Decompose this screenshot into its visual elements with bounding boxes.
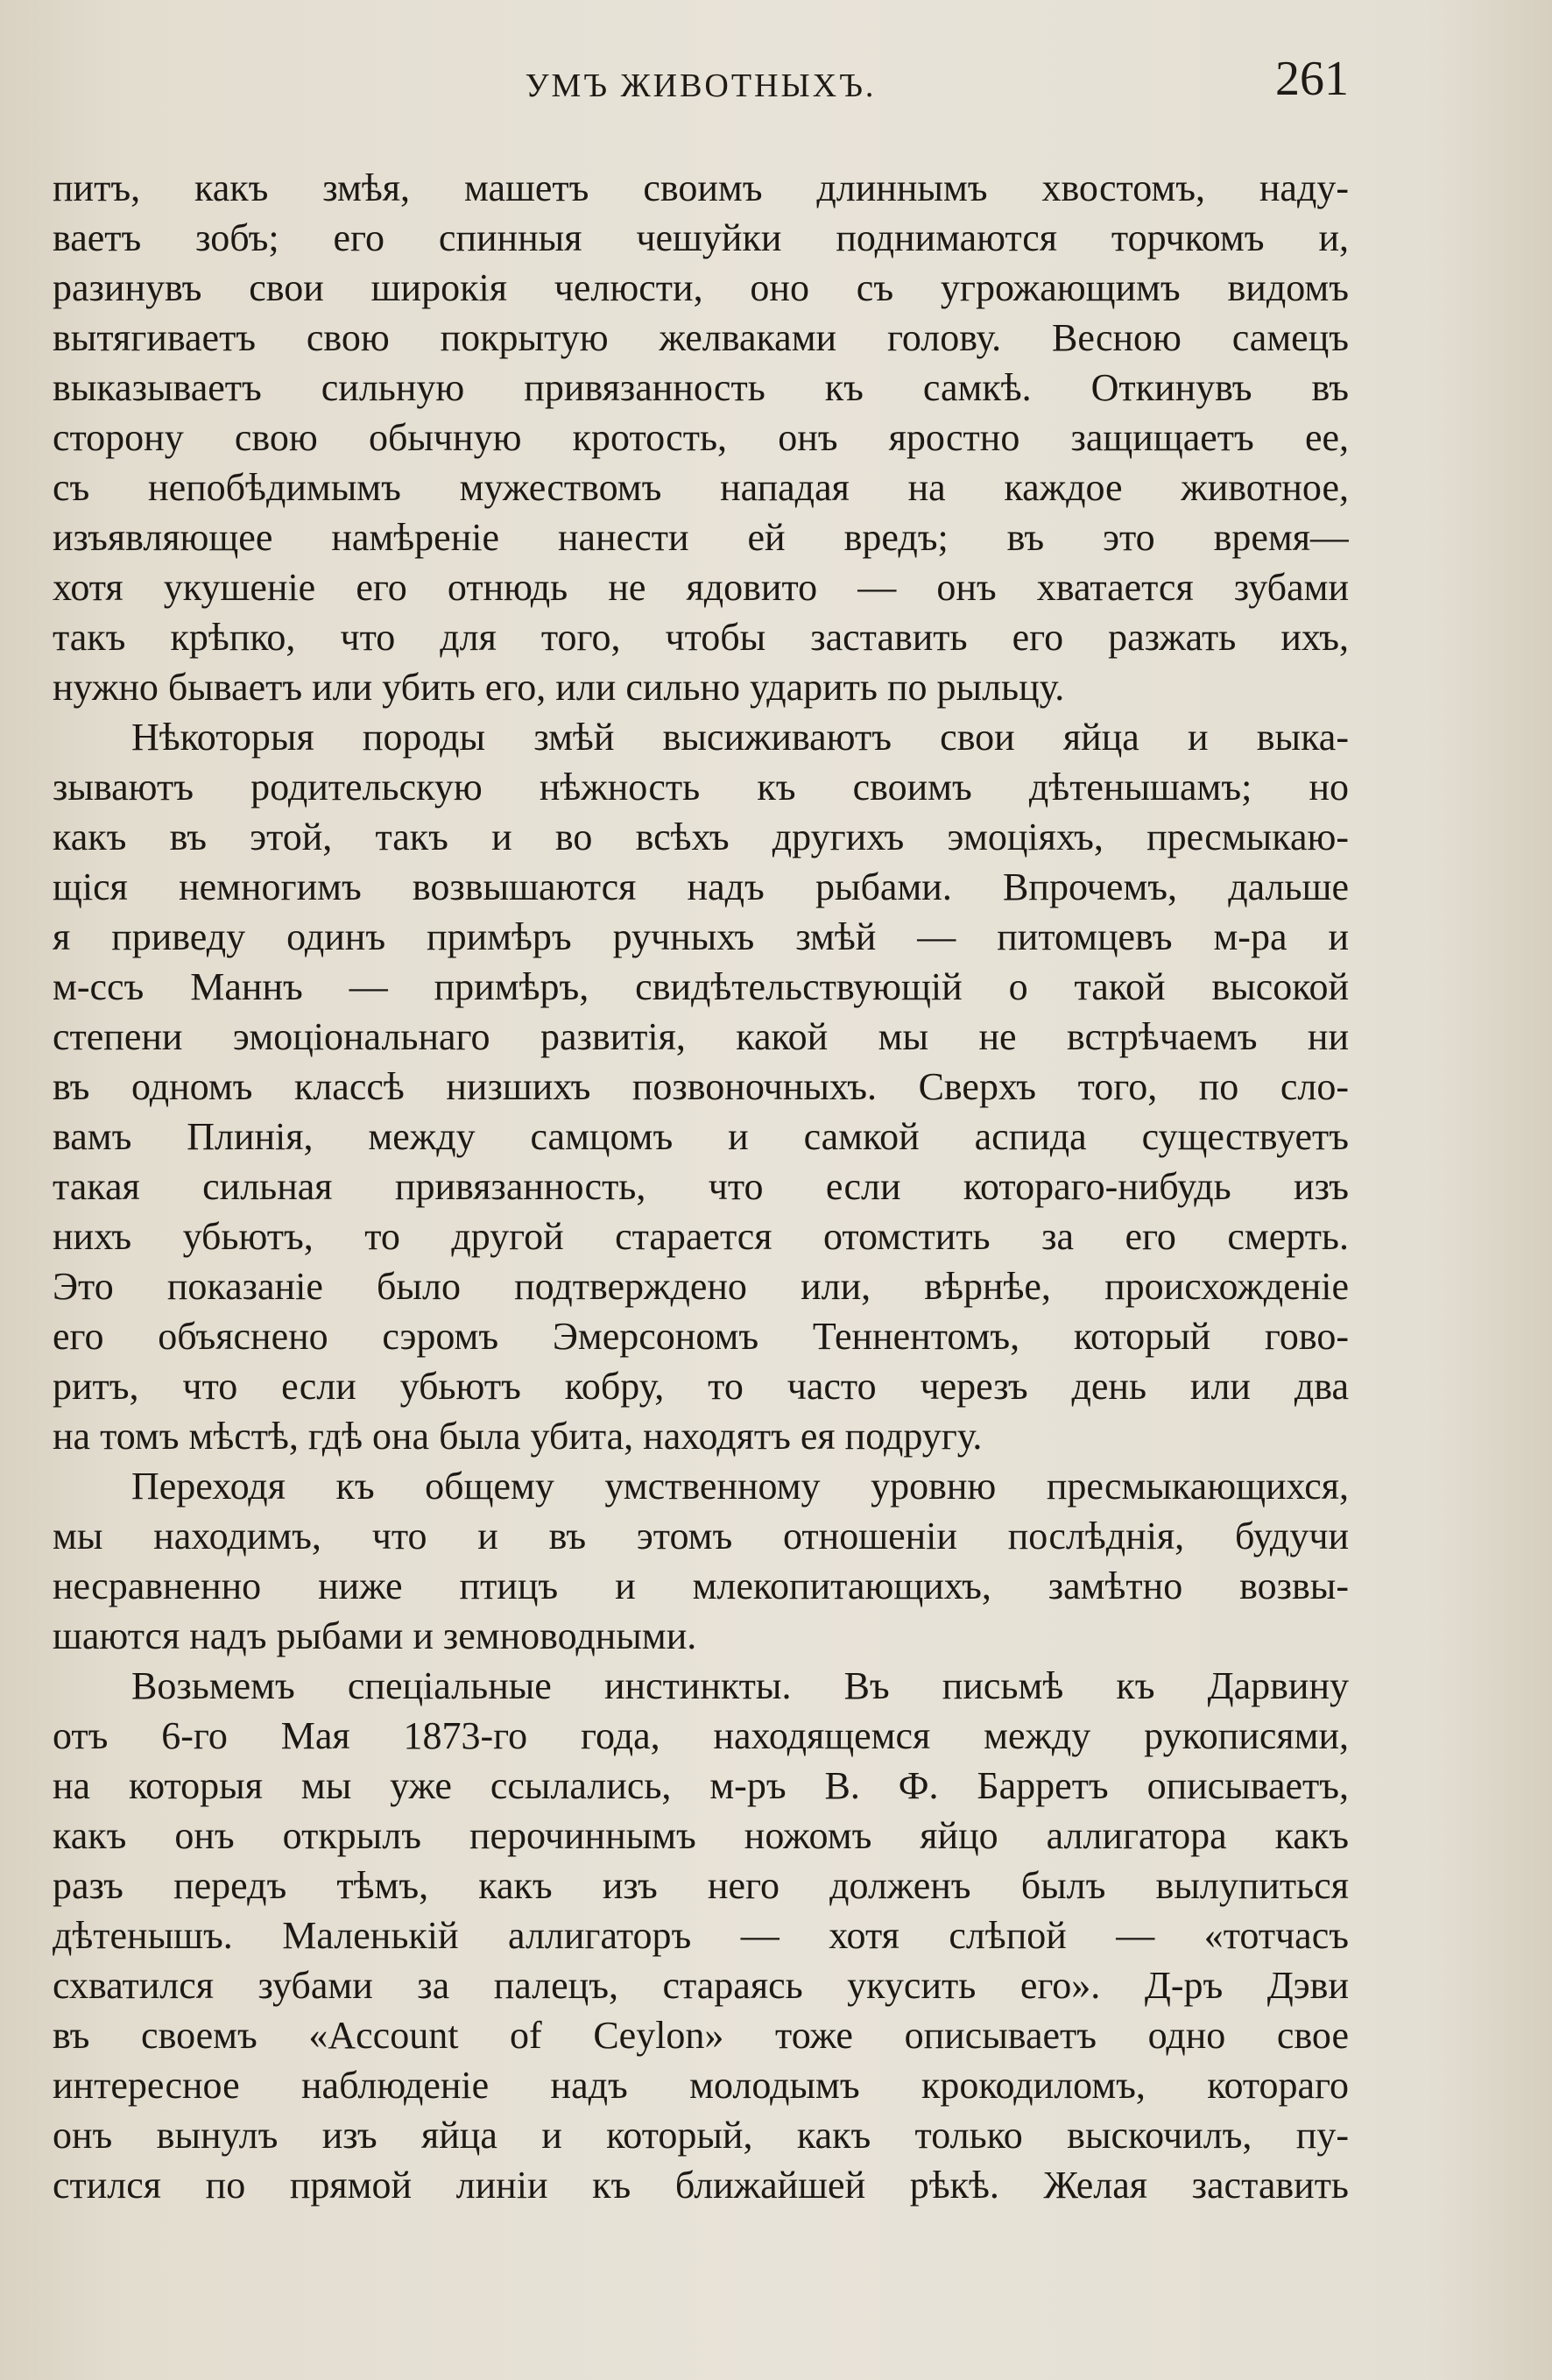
text-line: хотя укушеніе его отнюдь не ядовито — онъ хватается зубами bbox=[53, 566, 1349, 609]
page-header bbox=[53, 51, 1349, 121]
text-line: несравненно ниже птицъ и млекопитающихъ, замѣтно возвы- bbox=[53, 1564, 1349, 1607]
text-line: интересное наблюденіе надъ молодымъ крокодиломъ, котораго bbox=[53, 2064, 1349, 2107]
text-line: отъ 6-го Мая 1873-го года, находящемся между рукописями, bbox=[53, 1714, 1349, 1757]
text-line: Это показаніе было подтверждено или, вѣрнѣе, происхожденіе bbox=[53, 1265, 1349, 1308]
text-line: стился по прямой линіи къ ближайшей рѣкѣ. Желая заставить bbox=[53, 2164, 1349, 2207]
text-line: я приведу одинъ примѣръ ручныхъ змѣй — питомцевъ м-ра и bbox=[53, 915, 1349, 958]
text-line: вытягиваетъ свою покрытую желваками голову. Весною самецъ bbox=[53, 316, 1349, 359]
text-line: щіся немногимъ возвышаются надъ рыбами. Впрочемъ, дальше bbox=[53, 865, 1349, 908]
text-line: разинувъ свои широкія челюсти, оно съ угрожающимъ видомъ bbox=[53, 266, 1349, 309]
text-line: зываютъ родительскую нѣжность къ своимъ дѣтенышамъ; но bbox=[53, 766, 1349, 809]
text-line: такая сильная привязанность, что если котораго-нибудь изъ bbox=[53, 1165, 1349, 1208]
text-line: ваетъ зобъ; его спинныя чешуйки поднимаются торчкомъ и, bbox=[53, 216, 1349, 259]
text-line: въ своемъ «Account of Ceylon» тоже описываетъ одно свое bbox=[53, 2014, 1349, 2057]
text-line: онъ вынулъ изъ яйца и который, какъ только выскочилъ, пу- bbox=[53, 2114, 1349, 2157]
text-line: м-ссъ Маннъ — примѣръ, свидѣтельствующій о такой высокой bbox=[53, 965, 1349, 1008]
text-line: нихъ убьютъ, то другой старается отомстить за его смерть. bbox=[53, 1215, 1349, 1258]
text-line: питъ, какъ змѣя, машетъ своимъ длиннымъ хвостомъ, наду- bbox=[53, 166, 1349, 209]
text-line: на томъ мѣстѣ, гдѣ она была убита, находятъ ея подругу. bbox=[53, 1415, 983, 1458]
text-line: мы находимъ, что и въ этомъ отношеніи послѣднія, будучи bbox=[53, 1515, 1349, 1557]
text-line: изъявляющее намѣреніе нанести ей вредъ; въ это время— bbox=[53, 516, 1349, 559]
text-line: какъ онъ открылъ перочиннымъ ножомъ яйцо аллигатора какъ bbox=[53, 1814, 1349, 1857]
text-line: выказываетъ сильную привязанность къ самкѣ. Откинувъ въ bbox=[53, 366, 1349, 409]
text-line: въ одномъ классѣ низшихъ позвоночныхъ. Сверхъ того, по сло- bbox=[53, 1065, 1349, 1108]
text-line: Переходя къ общему умственному уровню пресмыкающихся, bbox=[131, 1465, 1349, 1508]
text-line: схватился зубами за палецъ, стараясь укусить его». Д-ръ Дэви bbox=[53, 1964, 1349, 2007]
body-text bbox=[53, 163, 1349, 2210]
text-line: на которыя мы уже ссылались, м-ръ В. Ф. Барретъ описываетъ, bbox=[53, 1764, 1349, 1807]
text-line: съ непобѣдимымъ мужествомъ нападая на каждое животное, bbox=[53, 466, 1349, 509]
text-line: дѣтенышъ. Маленькій аллигаторъ — хотя слѣпой — «тотчасъ bbox=[53, 1914, 1349, 1957]
text-line: разъ передъ тѣмъ, какъ изъ него долженъ былъ вылупиться bbox=[53, 1864, 1349, 1907]
text-line: какъ въ этой, такъ и во всѣхъ другихъ эмоціяхъ, пресмыкаю- bbox=[53, 816, 1349, 858]
text-line: Нѣкоторыя породы змѣй высиживаютъ свои яйца и выка- bbox=[131, 716, 1349, 759]
text-line: сторону свою обычную кротость, онъ яростно защищаетъ ее, bbox=[53, 416, 1349, 459]
text-line: шаются надъ рыбами и земноводными. bbox=[53, 1614, 697, 1657]
text-line: такъ крѣпко, что для того, чтобы заставить его разжать ихъ, bbox=[53, 616, 1349, 659]
text-line: ритъ, что если убьютъ кобру, то часто черезъ день или два bbox=[53, 1365, 1349, 1408]
text-line: степени эмоціональнаго развитія, какой мы не встрѣчаемъ ни bbox=[53, 1015, 1349, 1058]
page-number: 261 bbox=[1275, 52, 1349, 106]
running-title: УМЪ ЖИВОТНЫХЪ. bbox=[525, 67, 877, 104]
text-line: нужно бываетъ или убить его, или сильно ударить по рыльцу. bbox=[53, 666, 1065, 709]
text-line: его объяснено сэромъ Эмерсономъ Теннентомъ, который гово- bbox=[53, 1315, 1349, 1358]
text-line: Возьмемъ спеціальные инстинкты. Въ письмѣ къ Дарвину bbox=[131, 1664, 1349, 1707]
text-line: вамъ Плинія, между самцомъ и самкой аспида существуетъ bbox=[53, 1115, 1349, 1158]
